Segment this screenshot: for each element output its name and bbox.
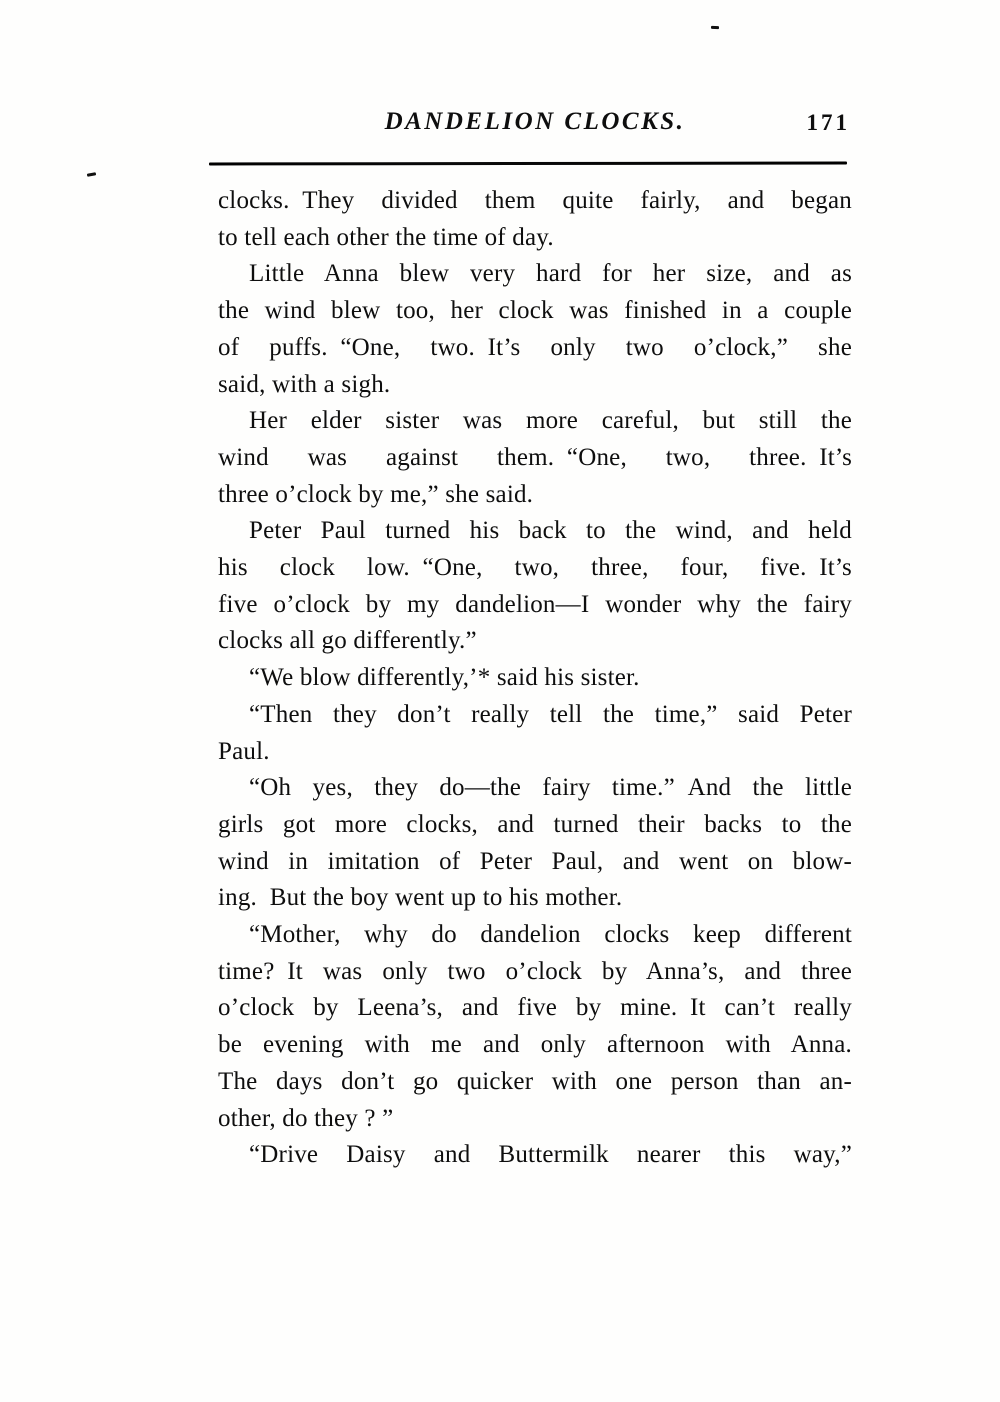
header-rule	[209, 162, 847, 166]
ink-speck-left-margin	[87, 172, 96, 177]
text-line: Paul.	[218, 737, 270, 765]
text-line: other, do they ? ”	[218, 1104, 394, 1132]
text-line: five o’clock by my dandelion—I wonder why the fairy	[218, 590, 852, 618]
text-line: “Mother, why do dandelion clocks keep different	[249, 921, 852, 949]
text-line: “Drive Daisy and Buttermilk nearer this way,”	[249, 1141, 852, 1169]
text-block	[218, 183, 852, 1174]
text-line: Her elder sister was more careful, but still the	[249, 407, 852, 435]
text-line: the wind blew too, her clock was finished in a couple	[218, 297, 852, 325]
paragraph	[218, 917, 852, 1137]
text-line: wind was against them. “One, two, three. It’s	[218, 443, 852, 471]
text-line: o’clock by Leena’s, and five by mine. It can’t really	[218, 994, 852, 1022]
text-line: time? It was only two o’clock by Anna’s, and three	[218, 957, 852, 985]
text-line: Peter Paul turned his back to the wind, and held	[249, 517, 852, 545]
text-line: “Oh yes, they do—the fairy time.” And the little	[249, 774, 852, 802]
paragraph	[218, 660, 852, 697]
text-line: said, with a sigh.	[218, 370, 391, 398]
text-line: girls got more clocks, and turned their backs to the	[218, 810, 852, 838]
text-line: to tell each other the time of day.	[218, 223, 554, 251]
text-line: of puffs. “One, two. It’s only two o’clock,” she	[218, 333, 852, 361]
running-head	[218, 108, 852, 144]
text-line: wind in imitation of Peter Paul, and went on blow-	[218, 847, 852, 875]
paragraph	[218, 183, 852, 256]
text-line: “We blow differently,’* said his sister.	[249, 664, 640, 692]
text-line: be evening with me and only afternoon with Anna.	[218, 1031, 852, 1059]
paragraph	[218, 256, 852, 403]
chapter-title: DANDELION CLOCKS.	[384, 108, 686, 135]
paragraph	[218, 403, 852, 513]
text-line: clocks. They divided them quite fairly, and began	[218, 187, 852, 214]
paragraph	[218, 1137, 852, 1174]
paragraph	[218, 770, 852, 917]
page-number: 171	[806, 110, 850, 135]
paragraph	[218, 513, 852, 660]
text-line: ing. But the boy went up to his mother.	[218, 884, 623, 912]
text-line: Little Anna blew very hard for her size, and as	[249, 260, 852, 288]
paragraph	[218, 697, 852, 770]
ink-speck-top	[711, 26, 719, 29]
text-line: “Then they don’t really tell the time,” said Peter	[249, 700, 852, 728]
text-line: three o’clock by me,” she said.	[218, 480, 534, 508]
text-line: his clock low. “One, two, three, four, five. It’s	[218, 554, 852, 582]
text-line: The days don’t go quicker with one person than an-	[218, 1067, 852, 1095]
text-line: clocks all go differently.”	[218, 627, 477, 655]
